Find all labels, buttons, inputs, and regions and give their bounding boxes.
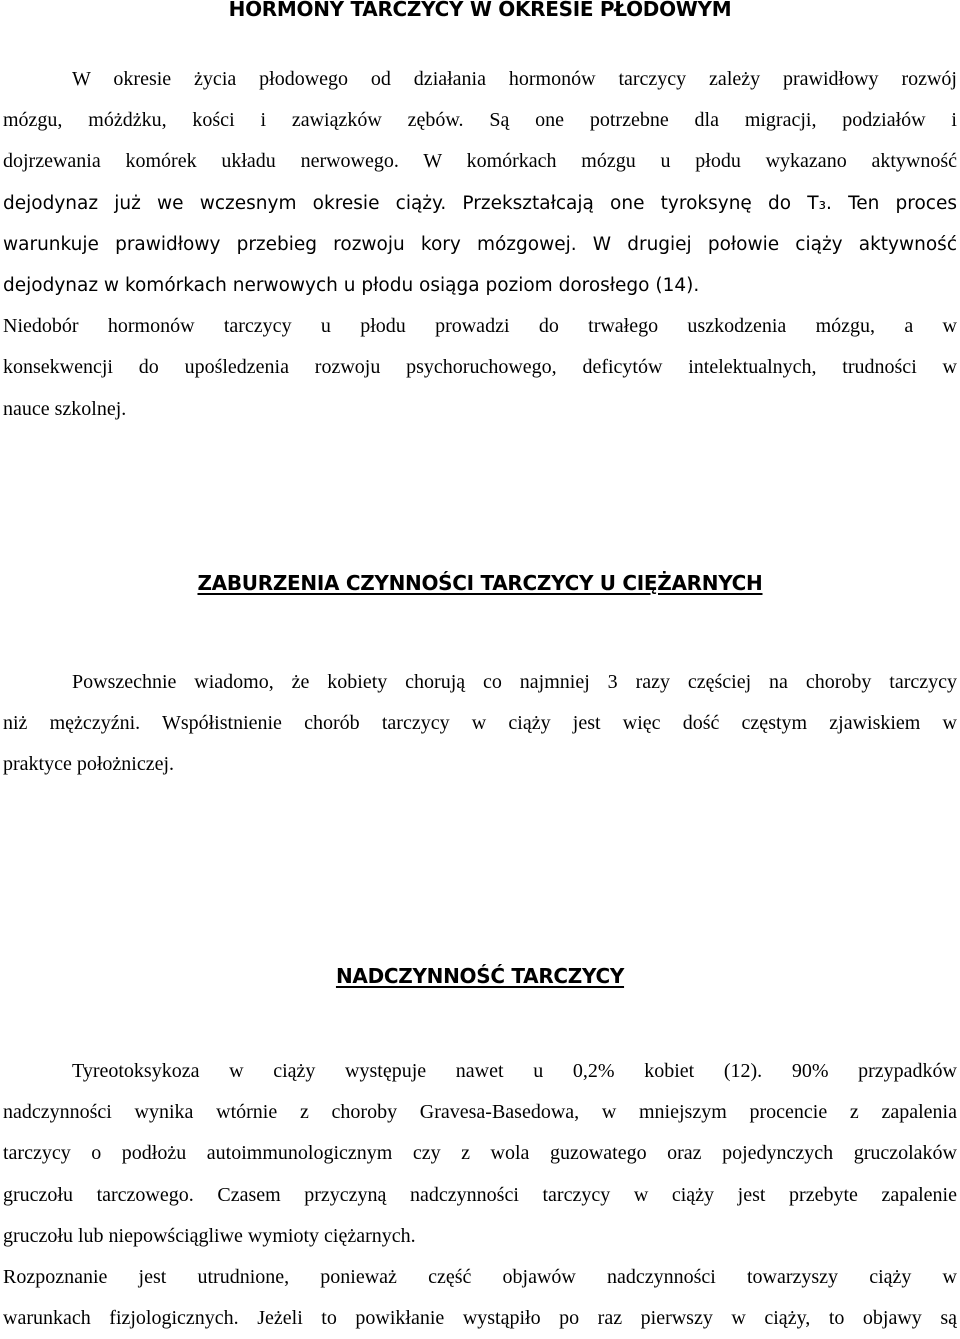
- paragraph-line: gruczołu tarczowego. Czasem przyczyną nadczynności tarczycy w ciąży jest przebyte zapalenie: [3, 1183, 957, 1206]
- paragraph-line: dejodynaz w komórkach nerwowych u płodu osiąga poziom dorosłego (14).: [3, 274, 700, 296]
- paragraph-line: warunkuje prawidłowy przebieg rozwoju kory mózgowej. W drugiej połowie ciąży aktywność: [3, 233, 957, 255]
- paragraph-thyroid-disorders: [3, 662, 957, 786]
- paragraph-hyperthyroidism: [3, 1051, 957, 1339]
- paragraph-line: praktyce położniczej.: [3, 753, 175, 776]
- section-heading-thyroid-disorders: ZABURZENIA CZYNNOŚCI TARCZYCY U CIĘŻARNYCH: [197, 571, 763, 595]
- paragraph-line: warunkach fizjologicznych. Jeżeli to powikłanie wystąpiło po raz pierwszy w ciąży, to objawy są: [3, 1307, 957, 1330]
- section-heading-hyperthyroidism: NADCZYNNOŚĆ TARCZYCY: [335, 964, 625, 988]
- paragraph-line: Powszechnie wiadomo, że kobiety chorują co najmniej 3 razy częściej na choroby tarczycy: [72, 671, 957, 693]
- paragraph-line: dojrzewania komórek układu nerwowego. W komórkach mózgu u płodu wykazano aktywność: [3, 150, 957, 173]
- paragraph-line: nauce szkolnej.: [3, 397, 127, 420]
- paragraph-line: W okresie życia płodowego od działania hormonów tarczycy zależy prawidłowy rozwój: [72, 68, 957, 90]
- paragraph-line: Tyreotoksykoza w ciąży występuje nawet u 0,2% kobiet (12). 90% przypadków: [72, 1060, 957, 1082]
- paragraph-line: dejodynaz już we wczesnym okresie ciąży. Przekształcają one tyroksynę do T₃. Ten proces: [3, 192, 957, 214]
- paragraph-line: gruczołu lub niepowściągliwe wymioty ciężarnych.: [3, 1224, 416, 1247]
- paragraph-line: konsekwencji do upośledzenia rozwoju psychoruchowego, deficytów intelektualnych, trudności w: [3, 356, 957, 379]
- paragraph-line: mózgu, móżdżku, kości i zawiązków zębów. Są one potrzebne dla migracji, podziałów i: [3, 109, 957, 132]
- section-heading-fetal-hormones: HORMONY TARCZYCY W OKRESIE PŁODOWYM: [228, 0, 732, 21]
- paragraph-line: Niedobór hormonów tarczycy u płodu prowadzi do trwałego uszkodzenia mózgu, a w: [3, 315, 957, 338]
- paragraph-line: nadczynności wynika wtórnie z choroby Gravesa-Basedowa, w mniejszym procencie z zapalenia: [3, 1101, 957, 1124]
- paragraph-line: niż mężczyźni. Współistnienie chorób tarczycy w ciąży jest więc dość częstym zjawiskiem w: [3, 712, 957, 735]
- paragraph-fetal-hormones: [3, 59, 957, 430]
- paragraph-line: Rozpoznanie jest utrudnione, ponieważ część objawów nadczynności towarzyszy ciąży w: [3, 1265, 957, 1288]
- paragraph-line: tarczycy o podłożu autoimmunologicznym czy z wola guzowatego oraz pojedynczych gruczolaków: [3, 1142, 957, 1165]
